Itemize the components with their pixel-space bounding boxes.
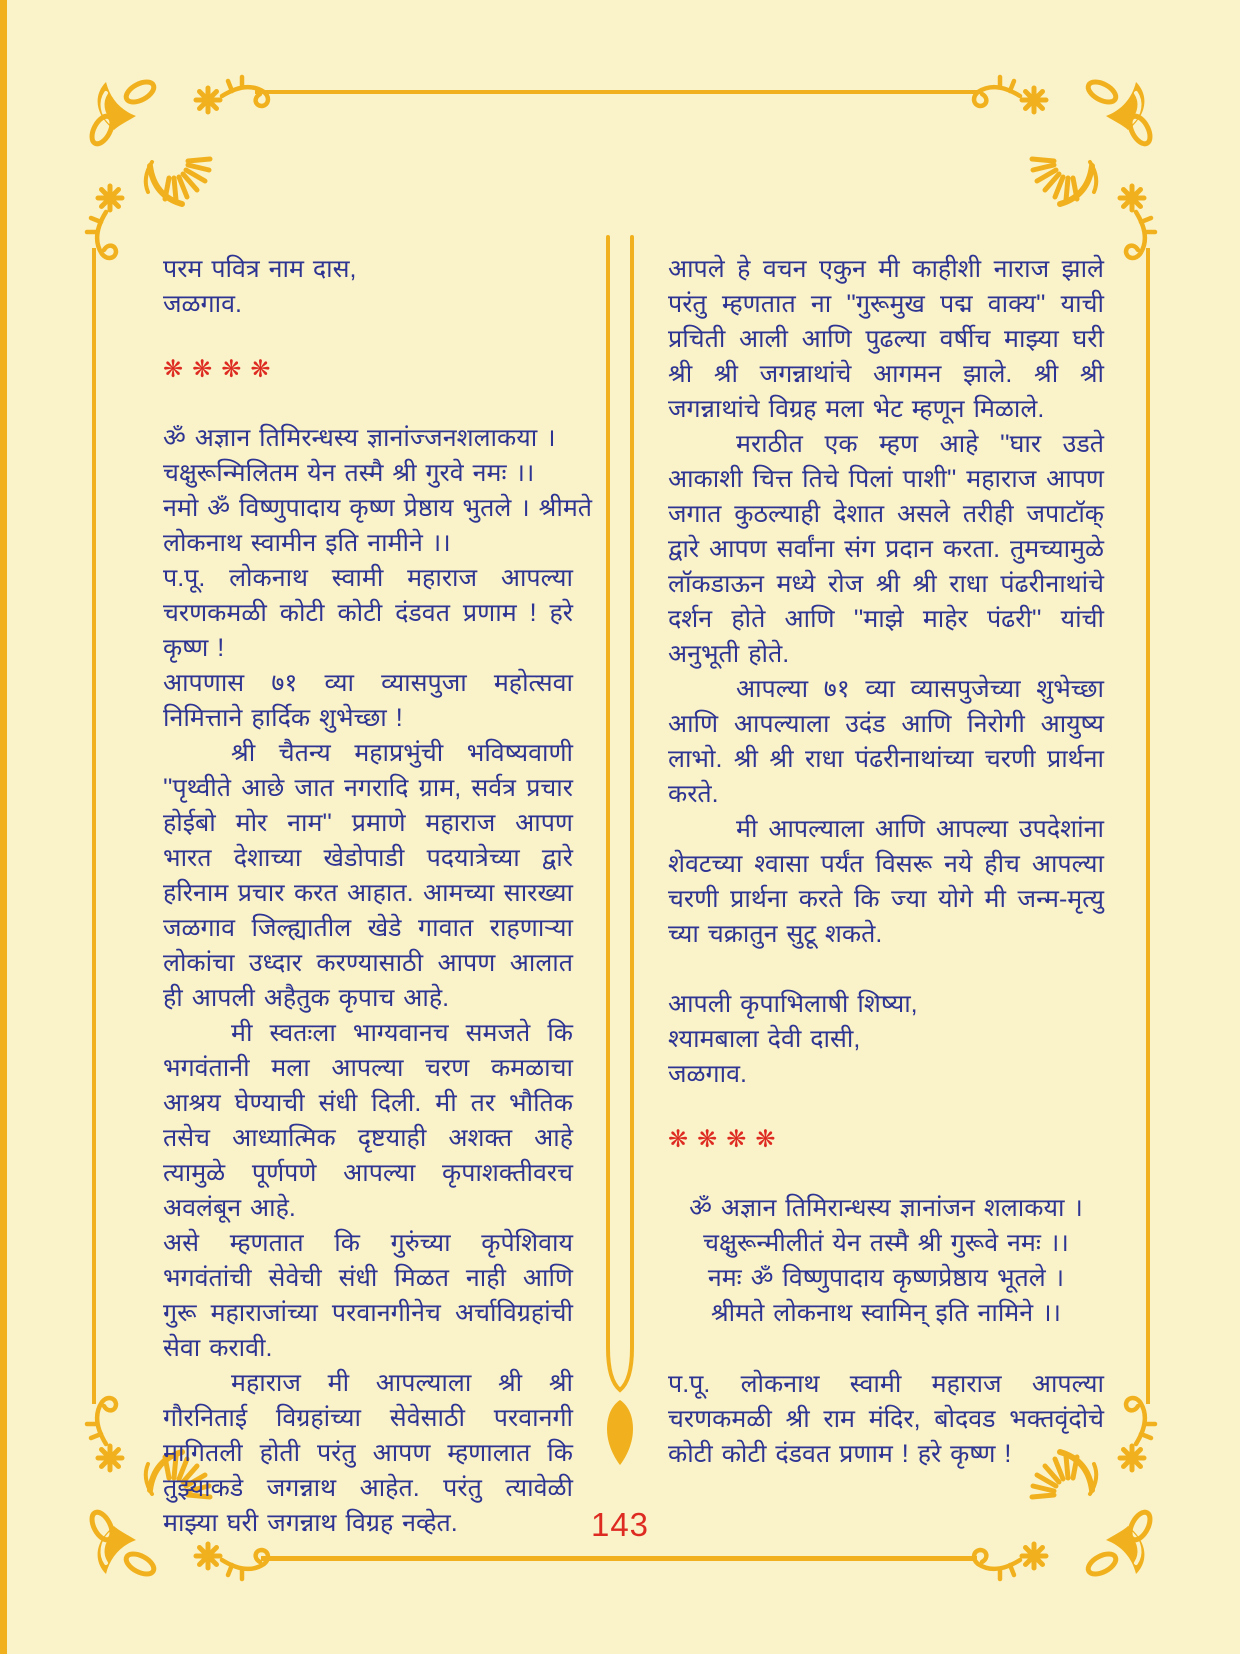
border-line-left bbox=[92, 248, 96, 1404]
body-paragraph: आपले हे वचन एकुन मी काहीशी नाराज झाले परंतु म्हणतात ना ''गुरूमुख पद्म वाक्य'' याची प्रचिती आली आणि पुढल्या वर्षीच माझ्या घरी श्री श्री जगन्नाथांचे आगमन झाले. श्री श्री जगन्नाथांचे विग्रह मला भेट म्हणून मिळाले. bbox=[668, 255, 1104, 423]
body-paragraph: आपल्या ७१ व्या व्यासपुजेच्या शुभेच्छा आणि आपल्याला उदंड आणि निरोगी आयुष्य लाभो. श्री श्री राधा पंढरीनाथांच्या चरणी प्रार्थना करते. bbox=[668, 675, 1104, 808]
greeting-paragraph: आपणास ७१ व्या व्यासपुजा महोत्सवा निमित्ताने हार्दिक शुभेच्छा ! bbox=[163, 669, 573, 732]
border-line-bottom bbox=[261, 1556, 977, 1561]
border-line-right bbox=[1146, 248, 1150, 1404]
separator-stars: ❋❋❋❋ bbox=[163, 356, 280, 383]
signature: आपली कृपाभिलाषी शिष्या, श्यामबाला देवी दासी, जळगाव. bbox=[668, 990, 918, 1088]
border-line-top bbox=[255, 90, 982, 94]
sender-address: परम पवित्र नाम दास, जळगाव. bbox=[163, 255, 357, 318]
right-text-column bbox=[668, 252, 1104, 1472]
body-paragraph: महाराज मी आपल्याला श्री श्री गौरनिताई विग्रहांच्या सेवेसाठी परवानगी मागितली होती परंतु आपण म्हणालात कि तुझ्याकडे जगन्नाथ आहेत. परंतु त्यावेळी माझ्या घरी जगन्नाथ विग्रह नव्हेत. bbox=[163, 1369, 573, 1537]
invocation-verse: ॐ अज्ञान तिमिरान्धस्य ज्ञानांजन शलाकया । चक्षुरून्मीलीतं येन तस्मै श्री गुरूवे नमः ।। नमः ॐ विष्णुपादाय कृष्णप्रेष्ठाय भूतले । श्रीमते लोकनाथ स्वामिन् इति नामिने ।। bbox=[689, 1194, 1083, 1327]
left-text-column bbox=[163, 252, 593, 1541]
invocation-verse: ॐ अज्ञान तिमिरन्धस्य ज्ञानांज्जनशलाकया । चक्षुरून्मिलितम येन तस्मै श्री गुरवे नमः ।। नमो ॐ विष्णुपादाय कृष्ण प्रेष्ठाय भुतले । श्रीमते लोकनाथ स्वामीन इति नामीने ।। bbox=[163, 424, 593, 557]
corner-ornament-top-right-icon bbox=[957, 70, 1167, 260]
body-paragraph: मराठीत एक म्हण आहे ''घार उडते आकाशी चित्त तिचे पिलां पाशी'' महाराज आपण जगात कुठल्याही देशात असले तरीही जपाटॉक् द्वारे आपण सर्वांना संग प्रदान करता. तुमच्यामुळे लॉकडाऊन मध्ये रोज श्री श्री राधा पंढरीनाथांचे दर्शन होते आणि ''माझे माहेर पंढरी'' यांची अनुभूती होते. bbox=[668, 430, 1104, 668]
salutation-paragraph: प.पू. लोकनाथ स्वामी महाराज आपल्या चरणकमळी कोटी कोटी दंडवत प्रणाम ! हरे कृष्ण ! bbox=[163, 564, 573, 662]
page-edge-strip bbox=[0, 0, 7, 1654]
body-paragraph: मी आपल्याला आणि आपल्या उपदेशांना शेवटच्या श्वासा पर्यंत विसरू नये हीच आपल्या चरणी प्रार्थना करते कि ज्या योगे मी जन्म-मृत्यु च्या चक्रातुन सुटू शकते. bbox=[668, 815, 1104, 948]
body-paragraph: श्री चैतन्य महाप्रभुंची भविष्यवाणी ''पृथ्वीते आछे जात नगरादि ग्राम, सर्वत्र प्रचार होईबो मोर नाम'' प्रमाणे महाराज आपण भारत देशाच्या खेडोपाडी पदयात्रेच्या द्वारे हरिनाम प्रचार करत आहात. आमच्या सारख्या जळगाव जिल्ह्यातील खेडे गावात राहणाऱ्या लोकांचा उध्दार करण्यासाठी आपण आलात ही आपली अहैतुक कृपाच आहे. bbox=[163, 739, 573, 1012]
column-divider-ornament-icon bbox=[598, 230, 642, 1470]
page-number: 143 bbox=[590, 1506, 650, 1543]
closing-paragraph: प.पू. लोकनाथ स्वामी महाराज आपल्या चरणकमळी श्री राम मंदिर, बोदवड भक्तवृंदोचे कोटी कोटी दंडवत प्रणाम ! हरे कृष्ण ! bbox=[668, 1370, 1104, 1468]
body-paragraph: मी स्वतःला भाग्यवानच समजते कि भगवंतानी मला आपल्या चरण कमळाचा आश्रय घेण्याची संधी दिली. मी तर भौतिक तसेच आध्यात्मिक दृष्टयाही अशक्त आहे त्यामुळे पूर्णपणे आपल्या कृपाशक्तीवरच अवलंबून आहे. bbox=[163, 1019, 573, 1222]
corner-ornament-top-left-icon bbox=[75, 70, 285, 260]
body-paragraph: असे म्हणतात कि गुरुंच्या कृपेशिवाय भगवंतांची सेवेची संधी मिळत नाही आणि गुरू महाराजांच्या परवानगीनेच अर्चाविग्रहांची सेवा करावी. bbox=[163, 1229, 573, 1362]
separator-stars: ❋❋❋❋ bbox=[668, 1126, 785, 1153]
